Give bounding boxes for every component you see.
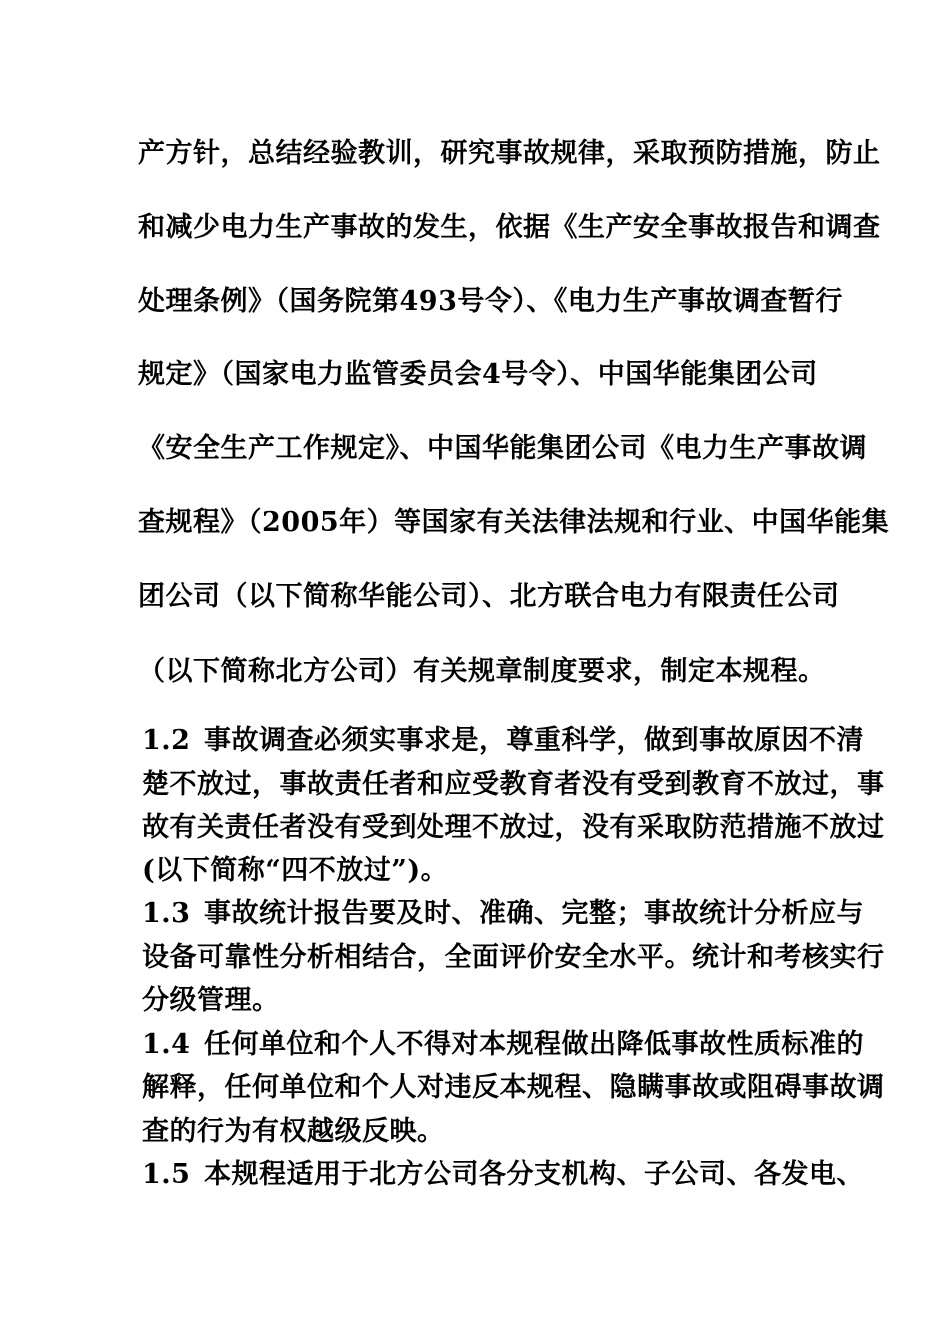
section-line-text: 任何单位和个人不得对本规程做出降低事故性质标准的	[204, 1029, 864, 1060]
paragraph-1-line: 规定》（国家电力监管委员会4号令）、中国华能集团公司	[138, 359, 818, 390]
section-line-text: 本规程适用于北方公司各分支机构、子公司、各发电、	[204, 1159, 864, 1190]
section-line: 楚不放过，事故责任者和应受教育者没有受到教育不放过，事	[142, 769, 885, 800]
section-line: 查的行为有权越级反映。	[142, 1116, 445, 1147]
paragraph-1-line: 查规程》（2005年）等国家有关法律法规和行业、中国华能集	[138, 507, 890, 538]
paragraph-1-line: 《安全生产工作规定》、中国华能集团公司《电力生产事故调	[138, 433, 867, 464]
section-line: 设备可靠性分析相结合，全面评价安全水平。统计和考核实行	[142, 942, 885, 973]
paragraph-1-line: 和减少电力生产事故的发生，依据《生产安全事故报告和调查	[138, 212, 881, 243]
section-first-line	[142, 1029, 864, 1061]
paragraph-1-line: 产方针，总结经验教训，研究事故规律，采取预防措施，防止	[138, 138, 881, 169]
section-first-line	[142, 1159, 864, 1191]
section-number: 1.5	[142, 1159, 191, 1190]
section-line: (以下简称“四不放过”)。	[142, 855, 449, 886]
section-number: 1.3	[142, 898, 191, 929]
paragraph-1-line: 团公司（以下简称华能公司）、北方联合电力有限责任公司	[138, 581, 840, 612]
section-first-line	[142, 725, 864, 757]
section-line: 分级管理。	[142, 985, 280, 1016]
section-number: 1.4	[142, 1029, 191, 1060]
section-line: 故有关责任者没有受到处理不放过，没有采取防范措施不放过	[142, 812, 885, 843]
section-number: 1.2	[142, 725, 191, 756]
paragraph-1-line: 处理条例》（国务院第493号令）、《电力生产事故调查暂行	[138, 286, 843, 317]
paragraph-1-line: （以下简称北方公司）有关规章制度要求，制定本规程。	[138, 656, 826, 687]
section-line-text: 事故调查必须实事求是，尊重科学，做到事故原因不清	[204, 725, 864, 756]
section-line-text: 事故统计报告要及时、准确、完整；事故统计分析应与	[204, 898, 864, 929]
section-first-line	[142, 898, 864, 930]
section-line: 解释，任何单位和个人对违反本规程、隐瞒事故或阻碍事故调	[142, 1072, 885, 1103]
